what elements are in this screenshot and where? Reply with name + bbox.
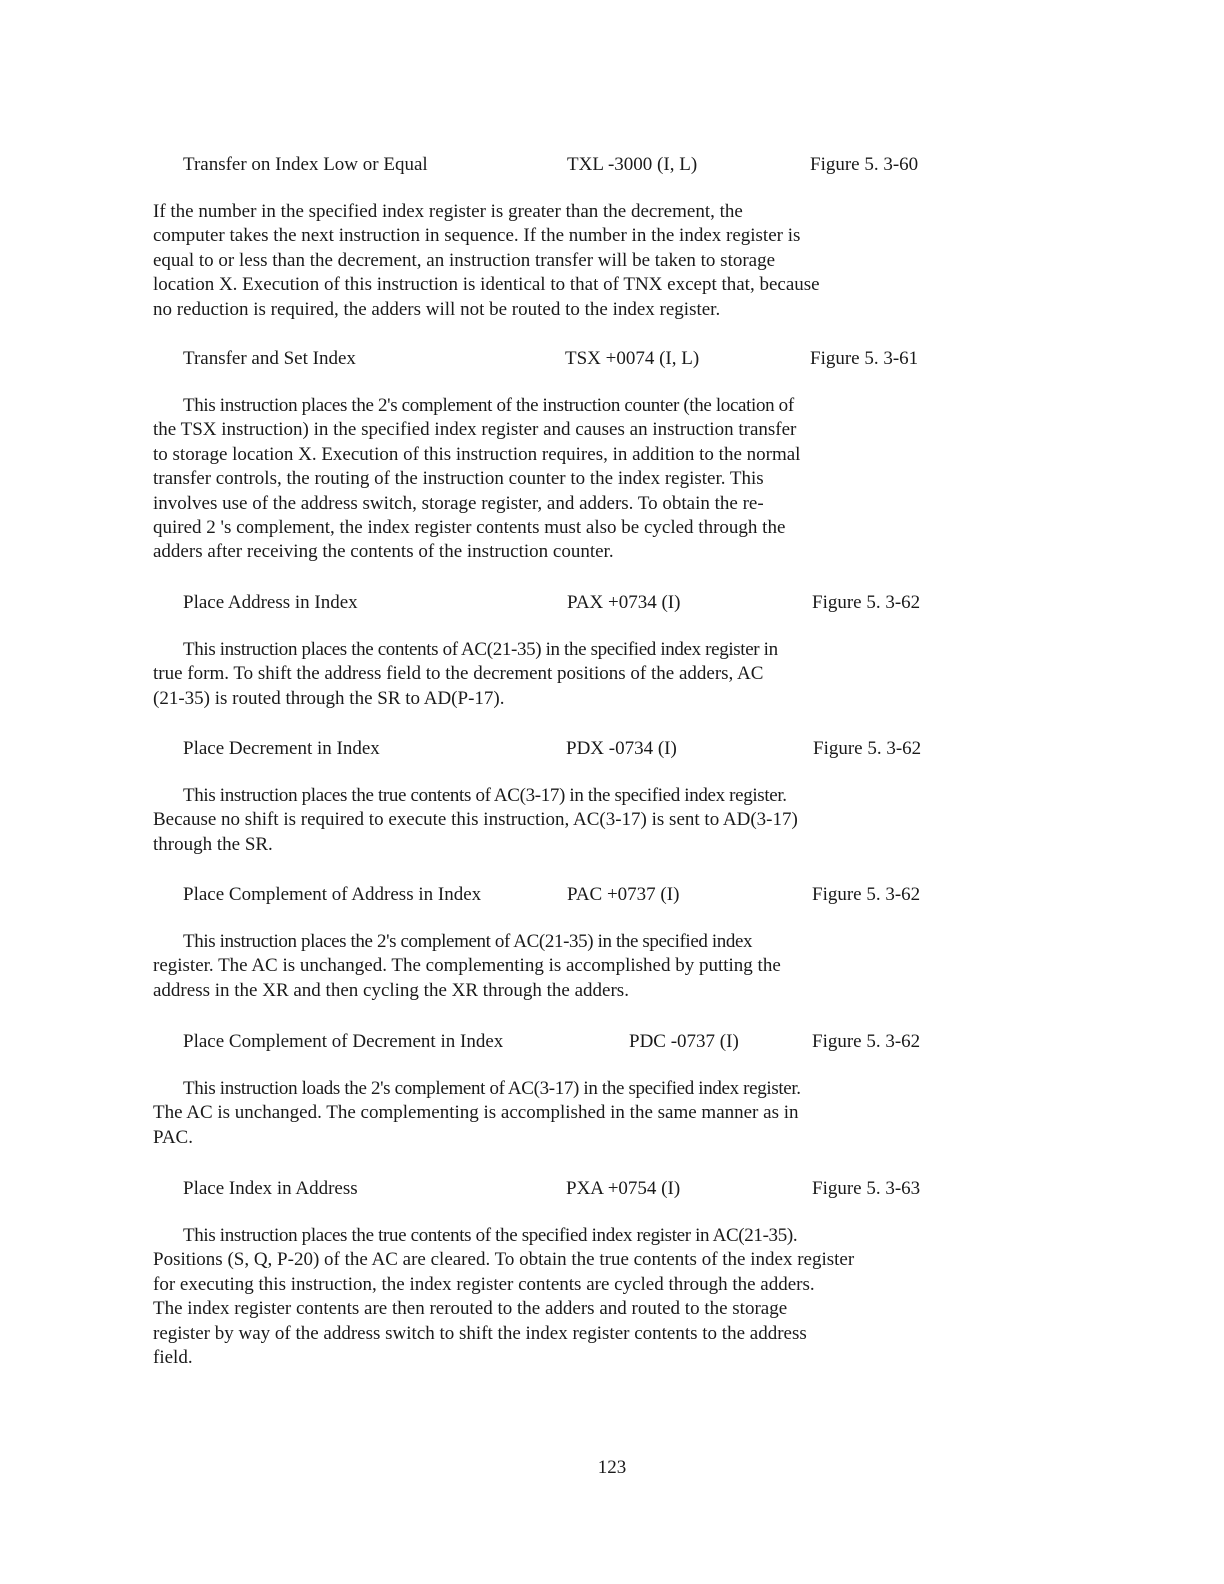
figure-reference: Figure 5. 3-61	[810, 348, 919, 369]
paragraph-line: This instruction places the true contents of the specified index register in AC(21-35).	[183, 1225, 798, 1246]
paragraph-line: PAC.	[153, 1126, 193, 1148]
paragraph-line: true form. To shift the address field to the decrement positions of the adders, AC	[153, 663, 764, 685]
instruction-code: TSX +0074 (I, L)	[565, 348, 700, 369]
paragraph-line: This instruction places the 2's complement of the instruction counter (the location of	[183, 395, 794, 416]
entry-heading	[0, 152, 1224, 178]
paragraph-line: quired 2 's complement, the index register contents must also be cycled through the	[153, 517, 786, 539]
instruction-description	[153, 638, 1013, 711]
instruction-code: PXA +0754 (I)	[566, 1178, 681, 1199]
paragraph-line: for executing this instruction, the index register contents are cycled through the adders.	[153, 1273, 815, 1295]
instruction-title: Place Complement of Address in Index	[183, 884, 482, 905]
instruction-title: Place Complement of Decrement in Index	[183, 1031, 504, 1052]
instruction-code: PDX -0734 (I)	[566, 738, 677, 759]
figure-reference: Figure 5. 3-62	[813, 738, 922, 759]
entry-heading	[0, 1029, 1224, 1055]
instruction-title: Place Index in Address	[183, 1178, 358, 1199]
paragraph-line: equal to or less than the decrement, an instruction transfer will be taken to storage	[153, 249, 776, 271]
paragraph-line: Positions (S, Q, P-20) of the AC are cleared. To obtain the true contents of the index register	[153, 1249, 855, 1271]
instruction-code: PDC -0737 (I)	[629, 1031, 739, 1052]
paragraph-line: The index register contents are then rerouted to the adders and routed to the storage	[153, 1298, 788, 1320]
paragraph-line: through the SR.	[153, 833, 273, 855]
paragraph-line: If the number in the specified index register is greater than the decrement, the	[153, 201, 743, 222]
figure-reference: Figure 5. 3-62	[812, 1031, 921, 1052]
paragraph-line: no reduction is required, the adders will not be routed to the index register.	[153, 298, 721, 320]
entry-heading	[0, 736, 1224, 762]
paragraph-line: involves use of the address switch, storage register, and adders. To obtain the re-	[153, 492, 764, 514]
instruction-description	[153, 394, 1013, 565]
paragraph-line: field.	[153, 1347, 193, 1369]
paragraph-line: register. The AC is unchanged. The complementing is accomplished by putting the	[153, 955, 781, 977]
paragraph-line: address in the XR and then cycling the XR through the adders.	[153, 979, 629, 1001]
entry-heading	[0, 1176, 1224, 1202]
figure-reference: Figure 5. 3-62	[812, 592, 921, 613]
instruction-description	[153, 784, 1013, 857]
instruction-title: Transfer and Set Index	[183, 348, 356, 369]
figure-reference: Figure 5. 3-60	[810, 154, 919, 175]
paragraph-line: register by way of the address switch to shift the index register contents to the address	[153, 1322, 807, 1344]
entry-heading	[0, 346, 1224, 372]
paragraph-line: (21-35) is routed through the SR to AD(P-17).	[153, 687, 505, 709]
paragraph-line: transfer controls, the routing of the instruction counter to the index register. This	[153, 468, 764, 490]
paragraph-line: to storage location X. Execution of this instruction requires, in addition to the normal	[153, 443, 801, 465]
paragraph-line: computer takes the next instruction in sequence. If the number in the index register is	[153, 225, 801, 247]
figure-reference: Figure 5. 3-63	[812, 1178, 921, 1199]
paragraph-line: the TSX instruction) in the specified index register and causes an instruction transfer	[153, 419, 797, 441]
paragraph-line: This instruction places the 2's complement of AC(21-35) in the specified index	[183, 931, 753, 952]
instruction-code: TXL -3000 (I, L)	[567, 154, 698, 175]
paragraph-line: Because no shift is required to execute this instruction, AC(3-17) is sent to AD(3-17)	[153, 809, 798, 831]
instruction-code: PAC +0737 (I)	[567, 884, 680, 905]
paragraph-line: This instruction loads the 2's complement of AC(3-17) in the specified index register.	[183, 1078, 801, 1099]
instruction-title: Place Address in Index	[183, 592, 358, 613]
paragraph-line: This instruction places the true contents of AC(3-17) in the specified index register.	[183, 785, 787, 806]
instruction-description	[153, 930, 1013, 1003]
instruction-description	[153, 1224, 1013, 1370]
entry-heading	[0, 590, 1224, 616]
paragraph-line: adders after receiving the contents of the instruction counter.	[153, 541, 614, 563]
instruction-title: Transfer on Index Low or Equal	[183, 154, 428, 175]
entry-heading	[0, 882, 1224, 908]
paragraph-line: The AC is unchanged. The complementing is accomplished in the same manner as in	[153, 1102, 799, 1124]
instruction-description	[153, 1077, 1013, 1150]
page-number: 123	[597, 1457, 627, 1478]
instruction-description	[153, 200, 1013, 322]
paragraph-line: This instruction places the contents of AC(21-35) in the specified index register in	[183, 639, 778, 660]
instruction-title: Place Decrement in Index	[183, 738, 380, 759]
paragraph-line: location X. Execution of this instruction is identical to that of TNX except that, because	[153, 274, 820, 296]
instruction-code: PAX +0734 (I)	[567, 592, 681, 613]
figure-reference: Figure 5. 3-62	[812, 884, 921, 905]
